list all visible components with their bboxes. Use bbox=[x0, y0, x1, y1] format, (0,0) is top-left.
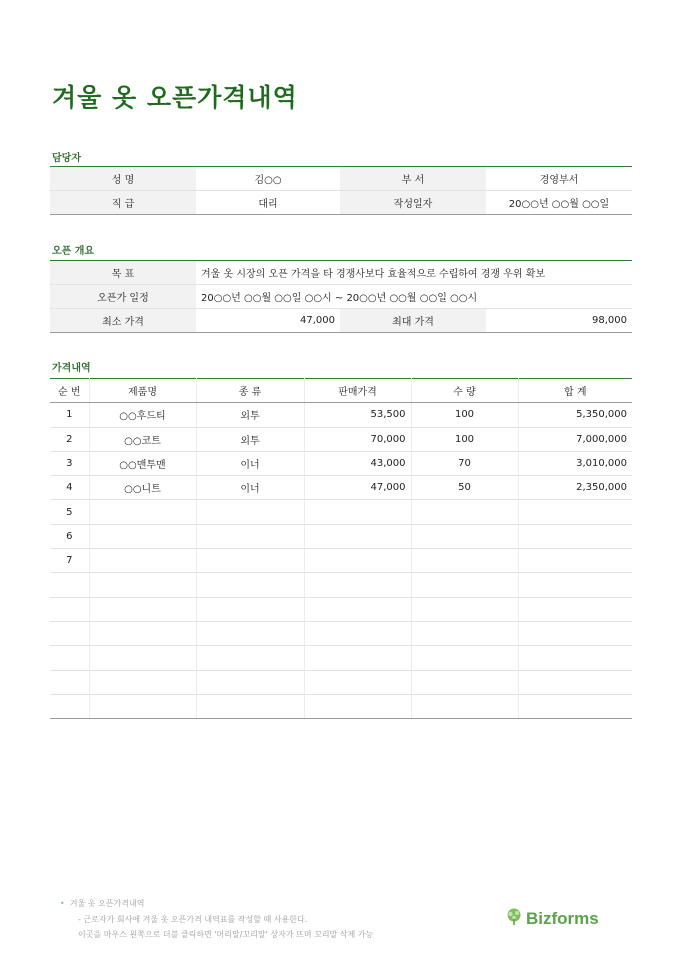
table-row bbox=[50, 309, 632, 333]
table-row bbox=[50, 694, 632, 718]
row-product bbox=[89, 500, 196, 524]
price-table bbox=[50, 378, 632, 719]
header-total: 합 계 bbox=[518, 379, 632, 403]
row-price bbox=[304, 670, 411, 694]
dept-label: 부 서 bbox=[340, 167, 486, 191]
row-no: 4 bbox=[50, 476, 89, 500]
row-type: 외투 bbox=[196, 427, 304, 451]
header-price: 판매가격 bbox=[304, 379, 411, 403]
row-product bbox=[89, 694, 196, 718]
row-product: ○○코트 bbox=[89, 427, 196, 451]
table-row bbox=[50, 191, 632, 215]
manager-table bbox=[50, 166, 632, 215]
row-product: ○○맨투맨 bbox=[89, 451, 196, 475]
row-price: 43,000 bbox=[304, 451, 411, 475]
row-qty bbox=[411, 500, 518, 524]
row-total bbox=[518, 549, 632, 573]
row-no bbox=[50, 694, 89, 718]
row-product bbox=[89, 597, 196, 621]
table-row bbox=[50, 167, 632, 191]
name-label: 성 명 bbox=[50, 167, 196, 191]
row-type bbox=[196, 597, 304, 621]
rank-label: 직 급 bbox=[50, 191, 196, 215]
row-qty bbox=[411, 597, 518, 621]
table-row bbox=[50, 524, 632, 548]
table-row bbox=[50, 285, 632, 309]
row-product bbox=[89, 646, 196, 670]
row-type: 외투 bbox=[196, 403, 304, 427]
row-total bbox=[518, 500, 632, 524]
row-qty bbox=[411, 670, 518, 694]
row-qty: 50 bbox=[411, 476, 518, 500]
row-qty: 100 bbox=[411, 403, 518, 427]
row-product: ○○후드티 bbox=[89, 403, 196, 427]
max-price-value: 98,000 bbox=[486, 309, 632, 333]
row-no bbox=[50, 670, 89, 694]
schedule-value: 20○○년 ○○월 ○○일 ○○시 ~ 20○○년 ○○월 ○○일 ○○시 bbox=[196, 285, 632, 309]
table-row bbox=[50, 476, 632, 500]
row-qty bbox=[411, 694, 518, 718]
table-row bbox=[50, 403, 632, 427]
row-product: ○○니트 bbox=[89, 476, 196, 500]
row-price: 53,500 bbox=[304, 403, 411, 427]
table-header-row bbox=[50, 379, 632, 403]
row-type bbox=[196, 646, 304, 670]
goal-label: 목 표 bbox=[50, 261, 196, 285]
footer-hint: 이곳을 마우스 왼쪽으로 더블 클릭하면 '머리말/꼬리말' 상자가 뜨며 꼬리말 삭제 가능 bbox=[78, 930, 374, 939]
header-no: 순 번 bbox=[50, 379, 89, 403]
row-type bbox=[196, 524, 304, 548]
logo-text: Bizforms bbox=[526, 909, 599, 928]
row-no bbox=[50, 621, 89, 645]
footer-bullet: • bbox=[60, 899, 65, 908]
min-price-label: 최소 가격 bbox=[50, 309, 196, 333]
table-row bbox=[50, 621, 632, 645]
row-total: 3,010,000 bbox=[518, 451, 632, 475]
row-type: 이너 bbox=[196, 451, 304, 475]
row-price bbox=[304, 646, 411, 670]
row-type bbox=[196, 694, 304, 718]
row-price bbox=[304, 549, 411, 573]
row-total bbox=[518, 621, 632, 645]
table-row bbox=[50, 261, 632, 285]
table-row bbox=[50, 427, 632, 451]
overview-table bbox=[50, 260, 632, 333]
row-no: 2 bbox=[50, 427, 89, 451]
row-no bbox=[50, 573, 89, 597]
row-qty bbox=[411, 549, 518, 573]
row-product bbox=[89, 670, 196, 694]
footer-desc: - 근로자가 회사에 겨울 옷 오픈가격 내역표를 작성할 때 사용한다. bbox=[78, 914, 308, 924]
tree-logo-icon bbox=[505, 908, 523, 930]
row-type bbox=[196, 621, 304, 645]
footer-note bbox=[60, 896, 373, 943]
table-row bbox=[50, 500, 632, 524]
section-label-manager: 담당자 bbox=[52, 153, 81, 164]
section-label-overview: 오픈 개요 bbox=[52, 246, 95, 257]
min-price-value: 47,000 bbox=[196, 309, 340, 333]
row-type bbox=[196, 573, 304, 597]
table-row bbox=[50, 670, 632, 694]
row-type: 이너 bbox=[196, 476, 304, 500]
page-title: 겨울 옷 오픈가격내역 bbox=[52, 83, 298, 112]
header-type: 종 류 bbox=[196, 379, 304, 403]
max-price-label: 최대 가격 bbox=[340, 309, 486, 333]
table-row bbox=[50, 549, 632, 573]
row-price bbox=[304, 573, 411, 597]
row-type bbox=[196, 670, 304, 694]
header-product: 제품명 bbox=[89, 379, 196, 403]
table-row bbox=[50, 573, 632, 597]
row-total bbox=[518, 573, 632, 597]
row-total: 7,000,000 bbox=[518, 427, 632, 451]
row-product bbox=[89, 621, 196, 645]
row-no bbox=[50, 646, 89, 670]
row-qty bbox=[411, 524, 518, 548]
table-row bbox=[50, 597, 632, 621]
date-value: 20○○년 ○○월 ○○일 bbox=[486, 191, 632, 215]
row-qty bbox=[411, 621, 518, 645]
row-price bbox=[304, 621, 411, 645]
row-product bbox=[89, 573, 196, 597]
row-no: 1 bbox=[50, 403, 89, 427]
bizforms-logo bbox=[505, 908, 599, 930]
row-total bbox=[518, 524, 632, 548]
table-row bbox=[50, 451, 632, 475]
row-total bbox=[518, 670, 632, 694]
row-price: 70,000 bbox=[304, 427, 411, 451]
row-no: 6 bbox=[50, 524, 89, 548]
row-no: 7 bbox=[50, 549, 89, 573]
row-no: 3 bbox=[50, 451, 89, 475]
row-price bbox=[304, 524, 411, 548]
row-no bbox=[50, 597, 89, 621]
section-label-prices: 가격내역 bbox=[52, 363, 91, 374]
header-qty: 수 량 bbox=[411, 379, 518, 403]
dept-value: 경영부서 bbox=[486, 167, 632, 191]
rank-value: 대리 bbox=[196, 191, 340, 215]
row-qty bbox=[411, 573, 518, 597]
footer-title: 겨울 옷 오픈가격내역 bbox=[69, 899, 145, 908]
row-price bbox=[304, 500, 411, 524]
row-product bbox=[89, 549, 196, 573]
row-price bbox=[304, 597, 411, 621]
row-price bbox=[304, 694, 411, 718]
row-type bbox=[196, 500, 304, 524]
row-qty: 100 bbox=[411, 427, 518, 451]
row-qty bbox=[411, 646, 518, 670]
row-price: 47,000 bbox=[304, 476, 411, 500]
row-type bbox=[196, 549, 304, 573]
row-no: 5 bbox=[50, 500, 89, 524]
row-total bbox=[518, 694, 632, 718]
row-total: 2,350,000 bbox=[518, 476, 632, 500]
name-value: 김○○ bbox=[196, 167, 340, 191]
goal-value: 겨울 옷 시장의 오픈 가격을 타 경쟁사보다 효율적으로 수립하여 경쟁 우위 확보 bbox=[196, 261, 632, 285]
row-total: 5,350,000 bbox=[518, 403, 632, 427]
row-product bbox=[89, 524, 196, 548]
table-row bbox=[50, 646, 632, 670]
schedule-label: 오픈가 일정 bbox=[50, 285, 196, 309]
row-qty: 70 bbox=[411, 451, 518, 475]
row-total bbox=[518, 646, 632, 670]
row-total bbox=[518, 597, 632, 621]
date-label: 작성일자 bbox=[340, 191, 486, 215]
